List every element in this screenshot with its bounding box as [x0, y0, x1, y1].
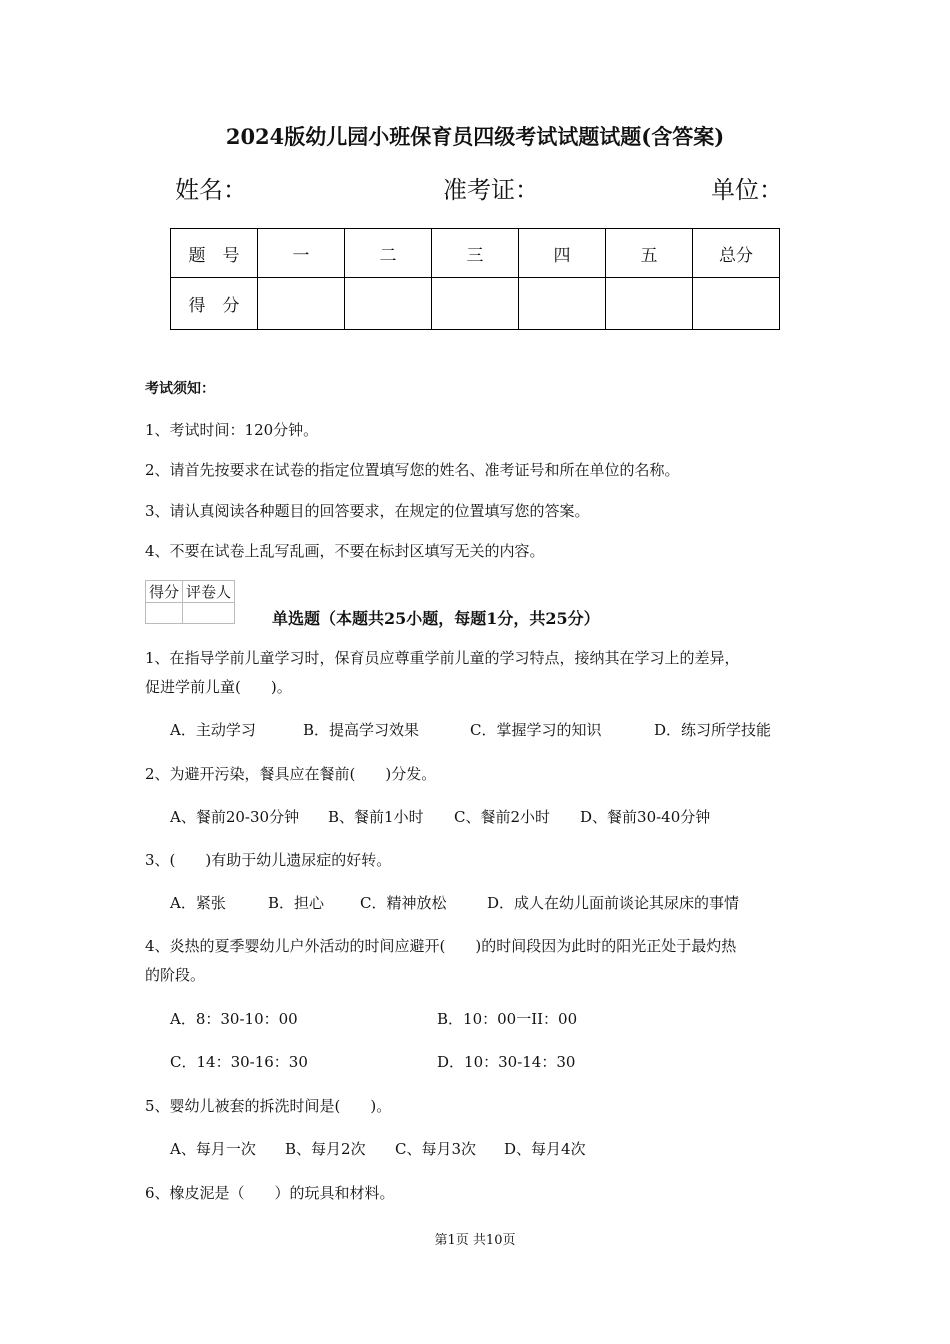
score-table-header-cell: 三: [432, 229, 519, 278]
score-table-header-row: [171, 229, 780, 278]
question-option[interactable]: B、每月2次: [285, 1140, 366, 1158]
question-stem: 1、在指导学前儿童学习时，保育员应尊重学前儿童的学习特点，接纳其在学习上的差异，: [145, 649, 740, 667]
notice-item: 1、考试时间：120分钟。: [145, 421, 319, 439]
score-table-header-cell: 五: [606, 229, 693, 278]
score-table-header-cell: 一: [258, 229, 345, 278]
notice-title: 考试须知：: [145, 381, 215, 397]
question-option[interactable]: A．主动学习: [170, 721, 256, 739]
question-option[interactable]: A、餐前20-30分钟: [170, 808, 300, 826]
question-stem: 5、婴幼儿被套的拆洗时间是( )。: [145, 1097, 392, 1115]
question-option[interactable]: D．练习所学技能: [654, 721, 772, 739]
question-option[interactable]: B．提高学习效果: [303, 721, 420, 739]
section-title: 单选题（本题共25小题，每题1分，共25分）: [272, 609, 600, 628]
score-cell[interactable]: [258, 278, 345, 330]
question-stem: 4、炎热的夏季婴幼儿户外活动的时间应避开( )的时间段因为此时的阳光正处于最灼热: [145, 937, 737, 955]
score-cell[interactable]: [432, 278, 519, 330]
score-table-score-row: [171, 278, 780, 330]
question-stem: 2、为避开污染，餐具应在餐前( )分发。: [145, 765, 437, 783]
grader-box: [145, 580, 235, 624]
score-table: [170, 228, 780, 330]
page-footer: 第1页 共10页: [434, 1233, 516, 1248]
question-option[interactable]: C、每月3次: [395, 1140, 477, 1158]
notice-item: 2、请首先按要求在试卷的指定位置填写您的姓名、准考证号和所在单位的名称。: [145, 461, 680, 479]
question-stem: 促进学前儿童( )。: [145, 678, 292, 696]
question-option[interactable]: C．掌握学习的知识: [470, 721, 602, 739]
question-option[interactable]: D．成人在幼儿面前谈论其尿床的事情: [487, 894, 740, 912]
score-table-header-cell: 总分: [693, 229, 780, 278]
exam-title: 2024版幼儿园小班保育员四级考试试题试题(含答案): [225, 124, 725, 149]
question-stem: 的阶段。: [145, 966, 206, 984]
question-stem: 3、( )有助于幼儿遗尿症的好转。: [145, 851, 392, 869]
exam-id-label: 准考证：: [443, 176, 539, 204]
score-cell[interactable]: [519, 278, 606, 330]
question-stem: 6、橡皮泥是（ ）的玩具和材料。: [145, 1184, 395, 1202]
score-table-header-cell: 二: [345, 229, 432, 278]
question-option[interactable]: A．紧张: [170, 894, 226, 912]
name-label: 姓名：: [175, 176, 247, 204]
question-option[interactable]: C、餐前2小时: [454, 808, 551, 826]
question-option[interactable]: C．精神放松: [360, 894, 447, 912]
unit-label: 单位：: [711, 176, 783, 204]
score-table-header-cell: 四: [519, 229, 606, 278]
question-option[interactable]: B．10：00一II：00: [437, 1010, 578, 1028]
grader-box-grader-label: 评卷人: [183, 581, 235, 603]
grader-box-score-label: 得分: [146, 581, 183, 603]
score-row-label: 得 分: [171, 278, 258, 330]
score-table-header-cell: 题 号: [171, 229, 258, 278]
grader-box-score-cell[interactable]: [146, 603, 183, 624]
question-option[interactable]: B、餐前1小时: [328, 808, 424, 826]
score-cell[interactable]: [693, 278, 780, 330]
question-option[interactable]: D、每月4次: [504, 1140, 586, 1158]
question-option[interactable]: D．10：30-14：30: [437, 1053, 576, 1071]
grader-box-grader-cell[interactable]: [183, 603, 235, 624]
question-option[interactable]: A．8：30-10：00: [170, 1010, 298, 1028]
question-option[interactable]: C．14：30-16：30: [170, 1053, 308, 1071]
score-cell[interactable]: [606, 278, 693, 330]
notice-item: 4、不要在试卷上乱写乱画，不要在标封区填写无关的内容。: [145, 542, 545, 560]
question-option[interactable]: A、每月一次: [170, 1140, 256, 1158]
question-option[interactable]: B．担心: [268, 894, 325, 912]
score-cell[interactable]: [345, 278, 432, 330]
question-option[interactable]: D、餐前30-40分钟: [580, 808, 711, 826]
notice-item: 3、请认真阅读各种题目的回答要求，在规定的位置填写您的答案。: [145, 502, 590, 520]
